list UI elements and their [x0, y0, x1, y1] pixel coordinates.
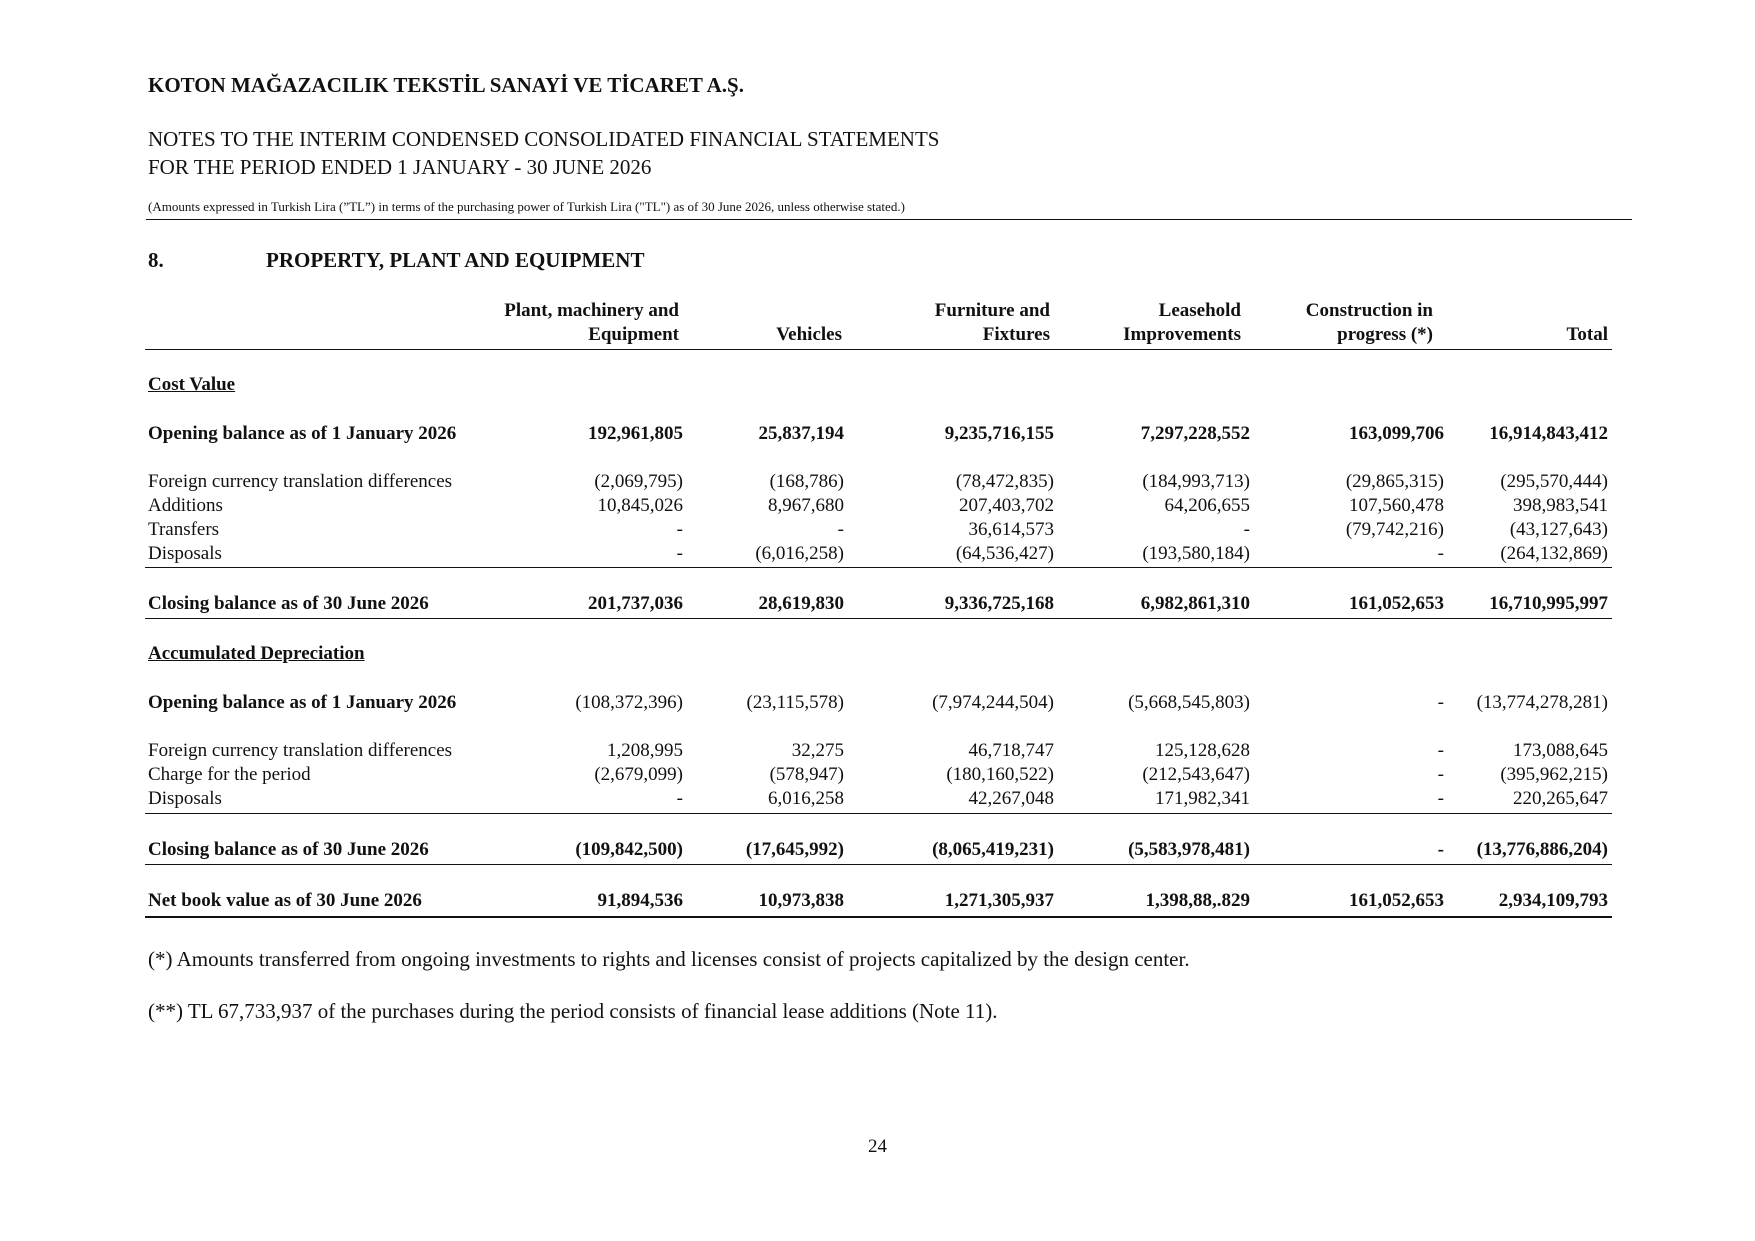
cell: 9,336,725,168: [944, 593, 1054, 614]
cell: (17,645,992): [745, 839, 844, 860]
cell: 161,052,653: [1349, 593, 1444, 614]
cell: 107,560,478: [1349, 495, 1444, 516]
cell: (23,115,578): [746, 692, 844, 713]
cell: (8,065,419,231): [932, 839, 1054, 860]
cell: -: [676, 543, 683, 564]
row-label: Charge for the period: [148, 764, 311, 785]
cell: (578,947): [769, 764, 844, 785]
cell: 1,208,995: [607, 740, 683, 761]
cell: 398,983,541: [1513, 495, 1608, 516]
row-label: Transfers: [148, 519, 220, 540]
cell: -: [676, 519, 683, 540]
cell: -: [676, 788, 683, 809]
cell: 91,894,536: [597, 890, 683, 911]
cell: (168,786): [769, 471, 844, 492]
cell: 2,934,109,793: [1498, 890, 1608, 911]
table-row: [0, 763, 1755, 787]
table-row: [0, 592, 1755, 616]
column-header-vehicles: Vehicles: [776, 324, 842, 345]
table-row: [0, 889, 1755, 913]
cell: -: [1437, 543, 1444, 564]
table-row: [0, 787, 1755, 811]
cell: (5,668,545,803): [1128, 692, 1250, 713]
cell: 6,016,258: [768, 788, 844, 809]
cell: (109,842,500): [575, 839, 683, 860]
page-number: 24: [868, 1136, 887, 1157]
footnote-construction: (*) Amounts transferred from ongoing investments to rights and licenses consist of projects capitalized by the design center.: [148, 947, 1190, 971]
cell: 173,088,645: [1513, 740, 1608, 761]
cell: 1,398,88,.829: [1145, 890, 1250, 911]
cell: 192,961,805: [588, 423, 683, 444]
column-header-leasehold: Leasehold Improvements: [1123, 300, 1241, 345]
row-label: Foreign currency translation differences: [148, 740, 453, 761]
cell: 16,914,843,412: [1489, 423, 1608, 444]
cell: 46,718,747: [968, 740, 1054, 761]
total-rule: [145, 864, 1612, 865]
cell: 64,206,655: [1164, 495, 1250, 516]
table-row: [0, 542, 1755, 566]
cell: (108,372,396): [575, 692, 683, 713]
section-number: 8.: [148, 248, 164, 272]
table-row: [0, 422, 1755, 446]
row-label: Additions: [148, 495, 223, 516]
column-header-total: Total: [1566, 324, 1608, 345]
statement-title: NOTES TO THE INTERIM CONDENSED CONSOLIDATED FINANCIAL STATEMENTS: [148, 127, 940, 151]
table-row: [0, 691, 1755, 715]
cell: 163,099,706: [1349, 423, 1444, 444]
row-label: Disposals: [148, 788, 222, 809]
cell: (264,132,869): [1500, 543, 1608, 564]
cell: (2,069,795): [594, 471, 683, 492]
cell: 32,275: [791, 740, 844, 761]
section-title: PROPERTY, PLANT AND EQUIPMENT: [266, 248, 645, 272]
row-label: Closing balance as of 30 June 2026: [148, 839, 429, 860]
cell: 161,052,653: [1349, 890, 1444, 911]
row-label: Foreign currency translation differences: [148, 471, 453, 492]
cell: 207,403,702: [959, 495, 1054, 516]
cell: -: [1437, 839, 1444, 860]
header-underline: [145, 349, 1612, 350]
cell: 125,128,628: [1155, 740, 1250, 761]
cell: (29,865,315): [1345, 471, 1444, 492]
table-row: [0, 470, 1755, 494]
cell: (184,993,713): [1142, 471, 1250, 492]
row-label: Net book value as of 30 June 2026: [148, 890, 422, 911]
cell: 8,967,680: [768, 495, 844, 516]
row-label: Closing balance as of 30 June 2026: [148, 593, 429, 614]
cell: (13,776,886,204): [1476, 839, 1608, 860]
cell: (78,472,835): [955, 471, 1054, 492]
cell: 9,235,716,155: [944, 423, 1054, 444]
cell: -: [1437, 788, 1444, 809]
cell: 7,297,228,552: [1140, 423, 1250, 444]
table-row: [0, 494, 1755, 518]
cell: (5,583,978,481): [1128, 839, 1250, 860]
cell: (212,543,647): [1142, 764, 1250, 785]
cell: 201,737,036: [588, 593, 683, 614]
cell: (395,962,215): [1500, 764, 1608, 785]
subtotal-rule: [145, 567, 1612, 568]
cell: -: [837, 519, 844, 540]
cell: (13,774,278,281): [1476, 692, 1608, 713]
cell: 6,982,861,310: [1140, 593, 1250, 614]
header-rule: [146, 219, 1632, 220]
column-header-plant: Plant, machinery and Equipment: [504, 300, 679, 345]
cell: -: [1437, 740, 1444, 761]
cell: (180,160,522): [946, 764, 1054, 785]
column-header-furniture: Furniture and Fixtures: [934, 300, 1050, 345]
cell: 220,265,647: [1513, 788, 1608, 809]
footnote-lease: (**) TL 67,733,937 of the purchases during the period consists of financial lease additions (Note 11).: [148, 999, 998, 1023]
net-book-value-rule: [145, 916, 1612, 918]
cell: 16,710,995,997: [1489, 593, 1608, 614]
cell: 28,619,830: [758, 593, 844, 614]
cell: 42,267,048: [968, 788, 1054, 809]
cell: (2,679,099): [594, 764, 683, 785]
cell: (64,536,427): [955, 543, 1054, 564]
cost-value-heading: Cost Value: [148, 374, 236, 395]
row-label: Disposals: [148, 543, 222, 564]
cell: (295,570,444): [1500, 471, 1608, 492]
accumulated-depreciation-heading: Accumulated Depreciation: [148, 643, 365, 664]
row-label: Opening balance as of 1 January 2026: [148, 692, 457, 713]
cell: (43,127,643): [1509, 519, 1608, 540]
company-name: KOTON MAĞAZACILIK TEKSTİL SANAYİ VE TİCARET A.Ş.: [148, 73, 744, 97]
cell: (193,580,184): [1142, 543, 1250, 564]
cell: 10,845,026: [597, 495, 683, 516]
table-row: [0, 838, 1755, 862]
cell: 1,271,305,937: [944, 890, 1054, 911]
table-row: [0, 739, 1755, 763]
cell: -: [1243, 519, 1250, 540]
cell: 36,614,573: [968, 519, 1054, 540]
cell: (79,742,216): [1345, 519, 1444, 540]
cell: 171,982,341: [1155, 788, 1250, 809]
table-row: [0, 518, 1755, 542]
cell: -: [1437, 692, 1444, 713]
cell: 10,973,838: [758, 890, 844, 911]
cell: -: [1437, 764, 1444, 785]
column-header-construction: Construction in progress (*): [1305, 300, 1433, 345]
cell: (7,974,244,504): [932, 692, 1054, 713]
total-rule: [145, 618, 1612, 619]
statement-period: FOR THE PERIOD ENDED 1 JANUARY - 30 JUNE 2026: [148, 155, 652, 179]
cell: (6,016,258): [755, 543, 844, 564]
subtotal-rule: [145, 813, 1612, 814]
row-label: Opening balance as of 1 January 2026: [148, 423, 457, 444]
amounts-note: (Amounts expressed in Turkish Lira (”TL”) in terms of the purchasing power of Turkish Lira ("TL") as of 30 June 2026, unless otherwise stated.): [148, 199, 905, 214]
cell: 25,837,194: [758, 423, 844, 444]
